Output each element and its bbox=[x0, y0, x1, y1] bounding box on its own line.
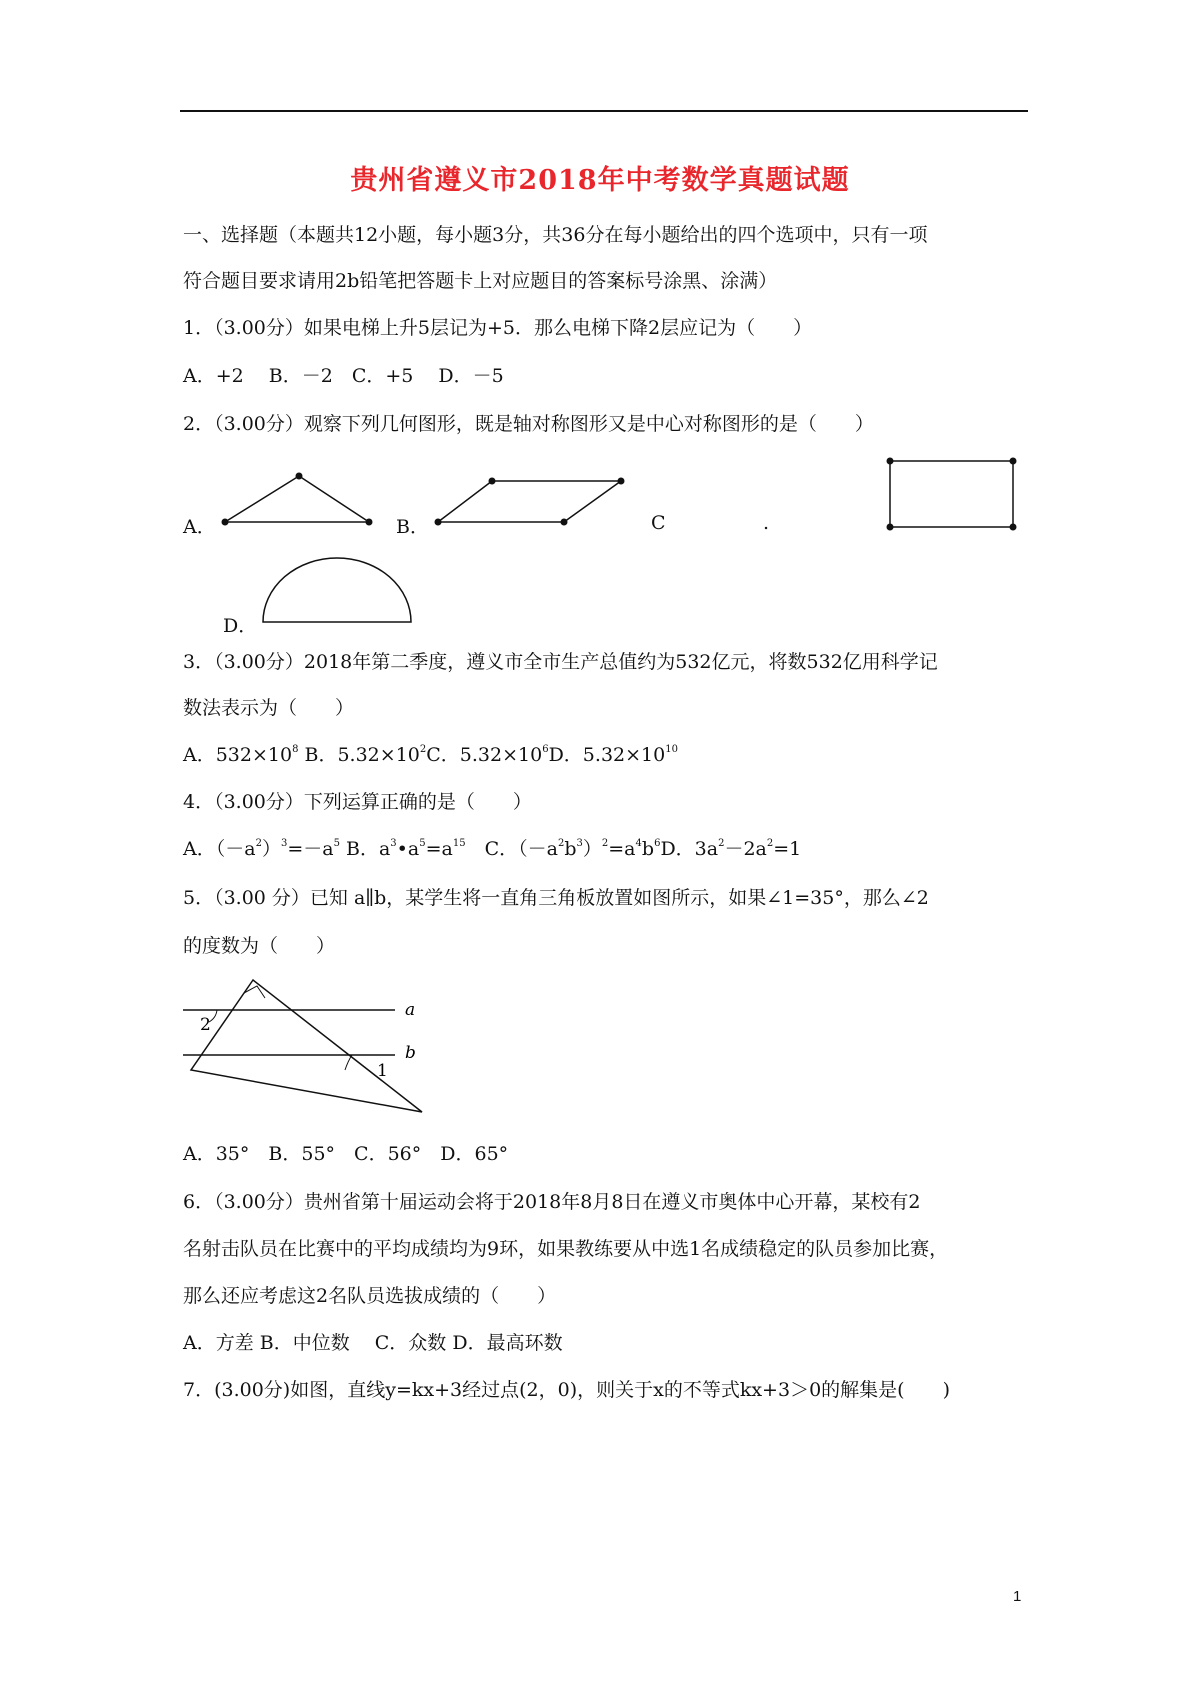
section-intro-line1: 一、选择题（本题共12小题，每小题3分，共36分在每小题给出的四个选项中，只有一项 bbox=[183, 224, 928, 246]
header-rule bbox=[180, 110, 1028, 112]
q2-semicircle-figure bbox=[260, 555, 420, 625]
q6-stem-line2: 名射击队员在比赛中的平均成绩均为9环，如果教练要从中选1名成绩稳定的队员参加比赛， bbox=[183, 1238, 949, 1260]
q5-options: A．35° B．55° C．56° D．65° bbox=[183, 1143, 509, 1165]
q2-label-a: A． bbox=[183, 516, 216, 538]
section-intro-line2: 符合题目要求请用2b铅笔把答题卡上对应题目的答案标号涂黑、涂满） bbox=[183, 270, 778, 292]
q2-stem: 2．（3.00分）观察下列几何图形，既是轴对称图形又是中心对称图形的是（ ） bbox=[183, 413, 874, 435]
q2-label-b: B． bbox=[396, 516, 429, 538]
q2-label-c: C bbox=[651, 512, 666, 534]
q1-options: A．+2 B．－2 C．+5 D．－5 bbox=[183, 365, 504, 387]
q2-triangle-figure bbox=[215, 470, 385, 540]
q6-stem-line3: 那么还应考虑这2名队员选拔成绩的（ ） bbox=[183, 1285, 557, 1307]
q2-rectangle-figure bbox=[880, 455, 1020, 535]
q2-label-c-dot: . bbox=[763, 512, 770, 534]
q5-label-1: 1 bbox=[377, 1061, 388, 1081]
q2-parallelogram-figure bbox=[430, 475, 630, 535]
q5-parallel-lines-figure bbox=[180, 975, 440, 1115]
q4-options: A．$(-a^2)^3=-a^5$ B．$a^3•a^5=a^{15}$ C．$(-a^2b^3)^2=a^4b^6D$．$3a^2-2a^2=1$ bbox=[183, 838, 802, 860]
q2-label-d: D． bbox=[223, 615, 258, 637]
q3-options: A．$532\times 10^8$ B．$5.32\times 10^2C$．$5.32\times 10^6D$．$5.32\times 10^{10}$ bbox=[183, 744, 678, 766]
q7-stem: 7．(3.00分)如图，直线y=kx+3经过点(2，0)，则关于x的不等式kx+3＞0的解集是( ) bbox=[183, 1379, 950, 1401]
q3-stem-line2: 数法表示为（ ） bbox=[183, 697, 355, 719]
q5-label-b: b bbox=[405, 1043, 416, 1063]
q6-stem-line1: 6．（3.00分）贵州省第十届运动会将于2018年8月8日在遵义市奥体中心开幕，某校有2 bbox=[183, 1191, 921, 1213]
q5-stem-line1: 5．（3.00 分）已知 a∥b，某学生将一直角三角板放置如图所示，如果∠1=35°，那么∠2 bbox=[183, 887, 929, 909]
page-number: 1 bbox=[1013, 1588, 1022, 1605]
page-title: 贵州省遵义市2018年中考数学真题试题 bbox=[350, 165, 850, 196]
q5-stem-line2: 的度数为（ ） bbox=[183, 935, 336, 957]
q6-options: A．方差 B．中位数 C．众数 D．最高环数 bbox=[183, 1332, 563, 1354]
q4-stem: 4．（3.00分）下列运算正确的是（ ） bbox=[183, 791, 532, 813]
q5-label-2: 2 bbox=[200, 1015, 211, 1035]
q5-label-a: a bbox=[405, 1000, 416, 1020]
q3-stem-line1: 3．（3.00分）2018年第二季度，遵义市全市生产总值约为532亿元，将数532亿用科学记 bbox=[183, 651, 938, 673]
q1-stem: 1．（3.00分）如果电梯上升5层记为+5．那么电梯下降2层应记为（ ） bbox=[183, 317, 813, 339]
